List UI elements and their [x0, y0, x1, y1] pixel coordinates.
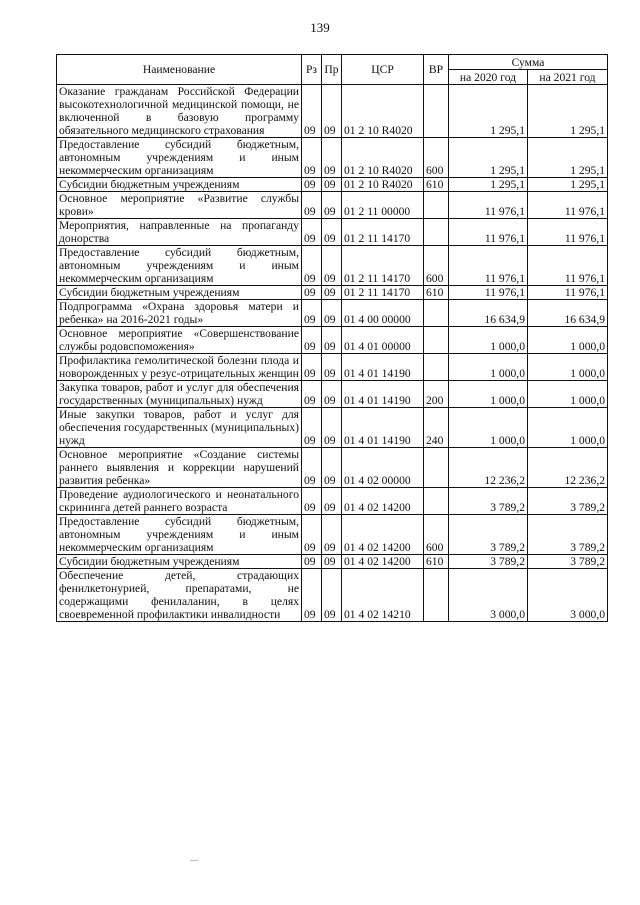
row-pr: 09 [322, 327, 342, 354]
row-sum-2020: 1 000,0 [449, 327, 528, 354]
row-sum-2020: 3 789,2 [449, 488, 528, 515]
row-pr: 09 [322, 178, 342, 192]
row-name: Подпрограмма «Охрана здоровья матери и ребенка» на 2016-2021 годы» [57, 300, 302, 327]
table-row [57, 138, 608, 178]
row-name: Предоставление субсидий бюджетным, автономным учреждениям и иным некоммерческим организациям [57, 515, 302, 555]
row-vr [424, 300, 449, 327]
row-sum-2020: 3 789,2 [449, 515, 528, 555]
header-rz: Рз [302, 55, 322, 85]
row-name: Профилактика гемолитической болезни плода и новорожденных у резус-отрицательных женщин [57, 354, 302, 381]
row-vr: 610 [424, 286, 449, 300]
table-body [57, 85, 608, 622]
row-sum-2021: 1 295,1 [528, 178, 608, 192]
row-csr: 01 4 01 00000 [342, 327, 424, 354]
row-name: Основное мероприятие «Совершенствование службы родовспоможения» [57, 327, 302, 354]
table-row [57, 515, 608, 555]
row-name: Предоставление субсидий бюджетным, автономным учреждениям и иным некоммерческим организациям [57, 138, 302, 178]
row-name: Предоставление субсидий бюджетным, автономным учреждениям и иным некоммерческим организациям [57, 246, 302, 286]
row-vr: 600 [424, 138, 449, 178]
row-rz: 09 [302, 286, 322, 300]
row-sum-2021: 11 976,1 [528, 246, 608, 286]
row-sum-2020: 11 976,1 [449, 246, 528, 286]
row-csr: 01 4 02 00000 [342, 448, 424, 488]
row-pr: 09 [322, 286, 342, 300]
table-row [57, 354, 608, 381]
row-vr: 610 [424, 555, 449, 569]
table-row [57, 192, 608, 219]
row-pr: 09 [322, 488, 342, 515]
row-csr: 01 4 01 14190 [342, 381, 424, 408]
row-pr: 09 [322, 381, 342, 408]
row-rz: 09 [302, 515, 322, 555]
row-rz: 09 [302, 85, 322, 138]
row-sum-2020: 3 000,0 [449, 569, 528, 622]
table-row [57, 246, 608, 286]
row-rz: 09 [302, 354, 322, 381]
table-row [57, 178, 608, 192]
header-name: Наименование [57, 55, 302, 85]
row-sum-2020: 1 000,0 [449, 381, 528, 408]
row-vr [424, 448, 449, 488]
row-sum-2020: 3 789,2 [449, 555, 528, 569]
row-name: Основное мероприятие «Развитие службы крови» [57, 192, 302, 219]
row-name: Оказание гражданам Российской Федерации высокотехнологичной медицинской помощи, не включенной в базовую программу обязательного медицинского страхования [57, 85, 302, 138]
row-name: Мероприятия, направленные на пропаганду донорства [57, 219, 302, 246]
row-rz: 09 [302, 219, 322, 246]
row-pr: 09 [322, 515, 342, 555]
row-sum-2021: 1 295,1 [528, 138, 608, 178]
row-name: Проведение аудиологического и неонатального скрининга детей раннего возраста [57, 488, 302, 515]
row-sum-2021: 1 295,1 [528, 85, 608, 138]
row-pr: 09 [322, 354, 342, 381]
row-sum-2021: 1 000,0 [528, 327, 608, 354]
row-pr: 09 [322, 569, 342, 622]
row-rz: 09 [302, 192, 322, 219]
row-sum-2020: 11 976,1 [449, 192, 528, 219]
row-csr: 01 2 10 R4020 [342, 138, 424, 178]
row-sum-2020: 12 236,2 [449, 448, 528, 488]
row-rz: 09 [302, 381, 322, 408]
row-csr: 01 4 02 14200 [342, 515, 424, 555]
row-csr: 01 4 01 14190 [342, 354, 424, 381]
row-name: Субсидии бюджетным учреждениям [57, 286, 302, 300]
row-name: Субсидии бюджетным учреждениям [57, 178, 302, 192]
row-sum-2021: 3 789,2 [528, 555, 608, 569]
table-row [57, 448, 608, 488]
row-vr: 610 [424, 178, 449, 192]
row-vr [424, 327, 449, 354]
row-csr: 01 4 02 14210 [342, 569, 424, 622]
row-sum-2021: 3 789,2 [528, 515, 608, 555]
row-sum-2020: 1 000,0 [449, 408, 528, 448]
row-name: Иные закупки товаров, работ и услуг для обеспечения государственных (муниципальных) нужд [57, 408, 302, 448]
row-sum-2021: 3 000,0 [528, 569, 608, 622]
row-sum-2021: 1 000,0 [528, 408, 608, 448]
row-csr: 01 2 11 14170 [342, 246, 424, 286]
row-name: Субсидии бюджетным учреждениям [57, 555, 302, 569]
table-row [57, 85, 608, 138]
row-rz: 09 [302, 448, 322, 488]
table-row [57, 300, 608, 327]
row-pr: 09 [322, 219, 342, 246]
row-pr: 09 [322, 555, 342, 569]
page-number: 139 [310, 20, 330, 35]
row-rz: 09 [302, 246, 322, 286]
table-row [57, 555, 608, 569]
row-vr: 600 [424, 515, 449, 555]
row-csr: 01 2 10 R4020 [342, 178, 424, 192]
row-pr: 09 [322, 300, 342, 327]
row-vr [424, 569, 449, 622]
table-row [57, 569, 608, 622]
table-row [57, 219, 608, 246]
row-csr: 01 2 11 14170 [342, 286, 424, 300]
row-name: Обеспечение детей, страдающих фенилкетонурией, препаратами, не содержащими фенилаланин, в целях своевременной профилактики инвалидности [57, 569, 302, 622]
row-rz: 09 [302, 300, 322, 327]
row-vr: 240 [424, 408, 449, 448]
header-pr: Пр [322, 55, 342, 85]
header-csr: ЦСР [342, 55, 424, 85]
table-row [57, 381, 608, 408]
row-sum-2020: 1 295,1 [449, 85, 528, 138]
row-rz: 09 [302, 555, 322, 569]
row-sum-2020: 11 976,1 [449, 219, 528, 246]
row-sum-2020: 1 000,0 [449, 354, 528, 381]
row-pr: 09 [322, 85, 342, 138]
row-rz: 09 [302, 178, 322, 192]
row-sum-2020: 16 634,9 [449, 300, 528, 327]
row-sum-2021: 1 000,0 [528, 381, 608, 408]
row-vr [424, 85, 449, 138]
row-sum-2020: 11 976,1 [449, 286, 528, 300]
row-sum-2021: 12 236,2 [528, 448, 608, 488]
budget-table [56, 54, 608, 622]
row-sum-2021: 1 000,0 [528, 354, 608, 381]
scan-mark [190, 860, 198, 861]
row-vr [424, 354, 449, 381]
row-vr [424, 192, 449, 219]
header-vr: ВР [424, 55, 449, 85]
row-csr: 01 4 02 14200 [342, 488, 424, 515]
row-pr: 09 [322, 408, 342, 448]
row-csr: 01 2 10 R4020 [342, 85, 424, 138]
row-csr: 01 2 11 14170 [342, 219, 424, 246]
header-year-2021: на 2021 год [528, 70, 608, 85]
row-csr: 01 2 11 00000 [342, 192, 424, 219]
row-sum-2021: 11 976,1 [528, 286, 608, 300]
table-row [57, 327, 608, 354]
row-vr [424, 219, 449, 246]
table-row [57, 408, 608, 448]
row-sum-2021: 16 634,9 [528, 300, 608, 327]
header-sum: Сумма [449, 55, 608, 70]
row-vr: 600 [424, 246, 449, 286]
row-csr: 01 4 02 14200 [342, 555, 424, 569]
row-rz: 09 [302, 327, 322, 354]
row-pr: 09 [322, 192, 342, 219]
row-csr: 01 4 01 14190 [342, 408, 424, 448]
row-rz: 09 [302, 488, 322, 515]
row-sum-2021: 11 976,1 [528, 219, 608, 246]
row-rz: 09 [302, 569, 322, 622]
row-sum-2021: 3 789,2 [528, 488, 608, 515]
row-pr: 09 [322, 138, 342, 178]
row-sum-2020: 1 295,1 [449, 178, 528, 192]
row-pr: 09 [322, 246, 342, 286]
row-name: Основное мероприятие «Создание системы раннего выявления и коррекции нарушений развития ребенка» [57, 448, 302, 488]
row-sum-2021: 11 976,1 [528, 192, 608, 219]
row-vr: 200 [424, 381, 449, 408]
row-pr: 09 [322, 448, 342, 488]
row-rz: 09 [302, 408, 322, 448]
row-csr: 01 4 00 00000 [342, 300, 424, 327]
row-sum-2020: 1 295,1 [449, 138, 528, 178]
header-year-2020: на 2020 год [449, 70, 528, 85]
table-row [57, 488, 608, 515]
table-row [57, 286, 608, 300]
row-rz: 09 [302, 138, 322, 178]
row-name: Закупка товаров, работ и услуг для обеспечения государственных (муниципальных) нужд [57, 381, 302, 408]
row-vr [424, 488, 449, 515]
